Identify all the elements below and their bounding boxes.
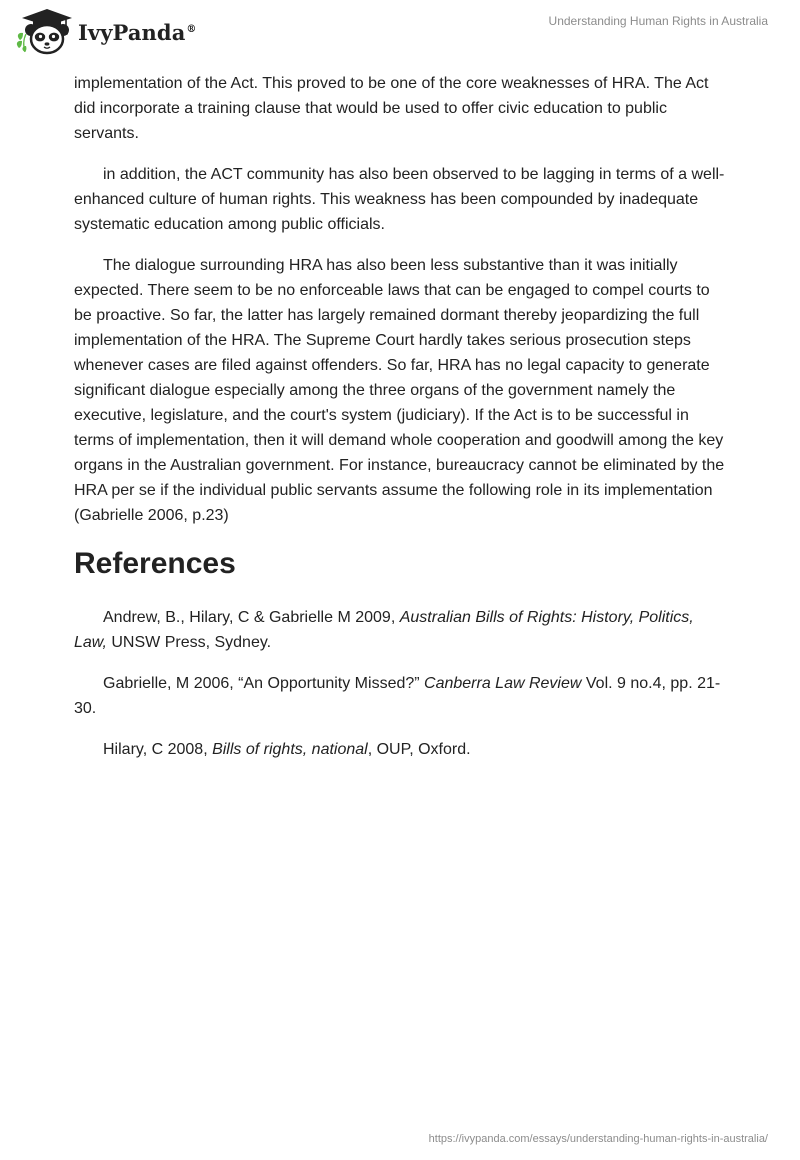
reference-item: Andrew, B., Hilary, C & Gabrielle M 2009, Australian Bills of Rights: History, Politics, Law, UNSW Press, Sydney. xyxy=(74,609,694,651)
ivypanda-logo[interactable] xyxy=(14,6,197,56)
document-title: Understanding Human Rights in Australia xyxy=(548,14,768,28)
body-paragraph: The dialogue surrounding HRA has also been less substantive than it was initially expected. There seem to be no enforceable laws that can be engaged to compel courts to be proactive. So far, the latter has largely remained dormant thereby jeopardizing the full implementation of the HRA. The Supreme Court hardly takes serious prosecution steps whenever cases are filed against offenders. So far, HRA has no legal capacity to generate significant dialogue especially among the three organs of the government namely the executive, legislature, and the court's system (judiciary). If the Act is to be successful in terms of implementation, then it will demand whole cooperation and goodwill among the key organs in the Australian government. For instance, bureaucracy cannot be eliminated by the HRA per se if the individual public servants assume the following role in its implementation (Gabrielle 2006, p.23) xyxy=(74,257,725,524)
page-header xyxy=(0,0,800,70)
essay-content xyxy=(74,71,726,778)
reference-title: Australian Bills of Rights: History, Politics, Law, xyxy=(74,609,694,651)
panda-graduate-icon xyxy=(14,6,76,56)
body-paragraph: in addition, the ACT community has also been observed to be lagging in terms of a well-enhanced culture of human rights. This weakness has been compounded by inadequate systematic education among public officials. xyxy=(74,166,725,233)
brand-name: IvyPanda® xyxy=(78,19,197,45)
references-heading: References xyxy=(74,547,236,580)
registered-mark: ® xyxy=(186,23,197,35)
body-paragraph: implementation of the Act. This proved to be one of the core weaknesses of HRA. The Act did incorporate a training clause that would be used to offer civic education to public servants. xyxy=(74,75,709,142)
reference-item: Gabrielle, M 2006, “An Opportunity Missed?” Canberra Law Review Vol. 9 no.4, pp. 21-30. xyxy=(74,675,721,717)
reference-item: Hilary, C 2008, Bills of rights, national, OUP, Oxford. xyxy=(103,741,471,758)
reference-title: Canberra Law Review xyxy=(424,675,582,692)
source-url[interactable]: https://ivypanda.com/essays/understanding-human-rights-in-australia/ xyxy=(428,1133,768,1145)
reference-title: Bills of rights, national xyxy=(212,741,368,758)
